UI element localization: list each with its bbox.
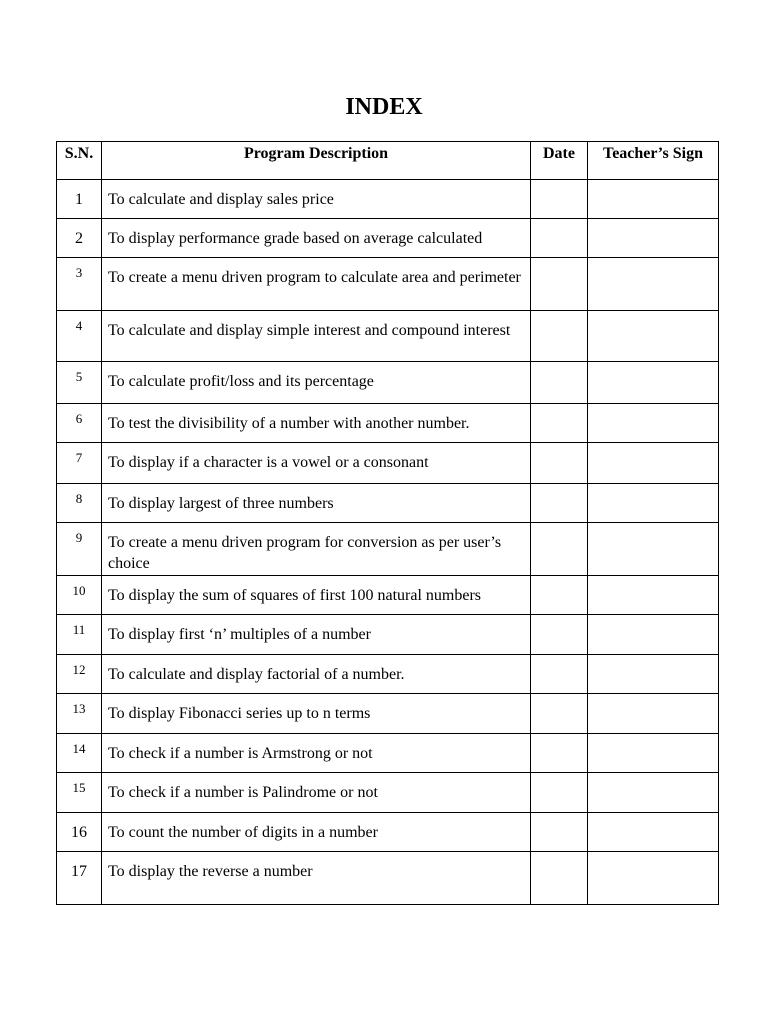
cell-teacher-sign xyxy=(588,219,719,258)
table-row xyxy=(57,655,719,694)
table-row xyxy=(57,813,719,852)
cell-sn: 12 xyxy=(57,655,102,694)
cell-description: To calculate and display sales price xyxy=(102,180,531,219)
cell-description: To check if a number is Armstrong or not xyxy=(102,734,531,773)
cell-sn: 14 xyxy=(57,734,102,773)
cell-date xyxy=(531,362,588,404)
cell-sn: 1 xyxy=(57,180,102,219)
table-row xyxy=(57,362,719,404)
cell-sn: 5 xyxy=(57,362,102,404)
cell-date xyxy=(531,655,588,694)
cell-date xyxy=(531,484,588,523)
page-title: INDEX xyxy=(345,94,423,120)
cell-sn: 6 xyxy=(57,404,102,443)
cell-description: To display if a character is a vowel or a consonant xyxy=(102,443,531,484)
header-row xyxy=(57,142,719,180)
cell-sn: 2 xyxy=(57,219,102,258)
cell-sn: 4 xyxy=(57,311,102,362)
column-header-sn: S.N. xyxy=(57,142,102,180)
cell-teacher-sign xyxy=(588,362,719,404)
cell-date xyxy=(531,523,588,576)
table-row xyxy=(57,219,719,258)
table-row xyxy=(57,258,719,311)
cell-description: To create a menu driven program to calculate area and perimeter xyxy=(102,258,531,311)
cell-sn: 7 xyxy=(57,443,102,484)
cell-date xyxy=(531,813,588,852)
cell-teacher-sign xyxy=(588,404,719,443)
cell-date xyxy=(531,852,588,905)
cell-description: To display first ‘n’ multiples of a number xyxy=(102,615,531,655)
table-row xyxy=(57,484,719,523)
cell-description: To test the divisibility of a number with another number. xyxy=(102,404,531,443)
cell-date xyxy=(531,311,588,362)
column-header-description: Program Description xyxy=(102,142,531,180)
cell-date xyxy=(531,443,588,484)
cell-sn: 3 xyxy=(57,258,102,311)
table-row xyxy=(57,852,719,905)
cell-date xyxy=(531,404,588,443)
cell-teacher-sign xyxy=(588,813,719,852)
cell-description: To create a menu driven program for conversion as per user’s choice xyxy=(102,523,531,576)
cell-description: To display Fibonacci series up to n terms xyxy=(102,694,531,734)
table-row xyxy=(57,523,719,576)
cell-teacher-sign xyxy=(588,523,719,576)
index-table xyxy=(56,141,719,905)
table-row xyxy=(57,734,719,773)
cell-date xyxy=(531,773,588,813)
cell-date xyxy=(531,219,588,258)
cell-description: To calculate and display factorial of a number. xyxy=(102,655,531,694)
table-row xyxy=(57,180,719,219)
column-header-date: Date xyxy=(531,142,588,180)
cell-date xyxy=(531,576,588,615)
column-header-teacher-sign: Teacher’s Sign xyxy=(588,142,719,180)
cell-description: To count the number of digits in a number xyxy=(102,813,531,852)
cell-description: To display the sum of squares of first 100 natural numbers xyxy=(102,576,531,615)
cell-date xyxy=(531,258,588,311)
cell-sn: 9 xyxy=(57,523,102,576)
cell-description: To check if a number is Palindrome or not xyxy=(102,773,531,813)
cell-description: To calculate and display simple interest and compound interest xyxy=(102,311,531,362)
cell-description: To calculate profit/loss and its percentage xyxy=(102,362,531,404)
cell-date xyxy=(531,615,588,655)
cell-teacher-sign xyxy=(588,258,719,311)
cell-sn: 16 xyxy=(57,813,102,852)
cell-teacher-sign xyxy=(588,180,719,219)
cell-teacher-sign xyxy=(588,694,719,734)
table-row xyxy=(57,694,719,734)
cell-sn: 11 xyxy=(57,615,102,655)
cell-sn: 15 xyxy=(57,773,102,813)
cell-sn: 17 xyxy=(57,852,102,905)
table-row xyxy=(57,404,719,443)
table-row xyxy=(57,576,719,615)
cell-teacher-sign xyxy=(588,734,719,773)
table-row xyxy=(57,615,719,655)
cell-teacher-sign xyxy=(588,484,719,523)
cell-sn: 13 xyxy=(57,694,102,734)
table-body xyxy=(57,180,719,905)
cell-description: To display performance grade based on average calculated xyxy=(102,219,531,258)
cell-teacher-sign xyxy=(588,615,719,655)
cell-date xyxy=(531,734,588,773)
cell-sn: 10 xyxy=(57,576,102,615)
cell-teacher-sign xyxy=(588,311,719,362)
table-row xyxy=(57,311,719,362)
cell-sn: 8 xyxy=(57,484,102,523)
cell-teacher-sign xyxy=(588,655,719,694)
cell-teacher-sign xyxy=(588,443,719,484)
cell-date xyxy=(531,180,588,219)
cell-description: To display largest of three numbers xyxy=(102,484,531,523)
cell-description: To display the reverse a number xyxy=(102,852,531,905)
cell-date xyxy=(531,694,588,734)
cell-teacher-sign xyxy=(588,852,719,905)
table-row xyxy=(57,773,719,813)
table-row xyxy=(57,443,719,484)
cell-teacher-sign xyxy=(588,576,719,615)
cell-teacher-sign xyxy=(588,773,719,813)
